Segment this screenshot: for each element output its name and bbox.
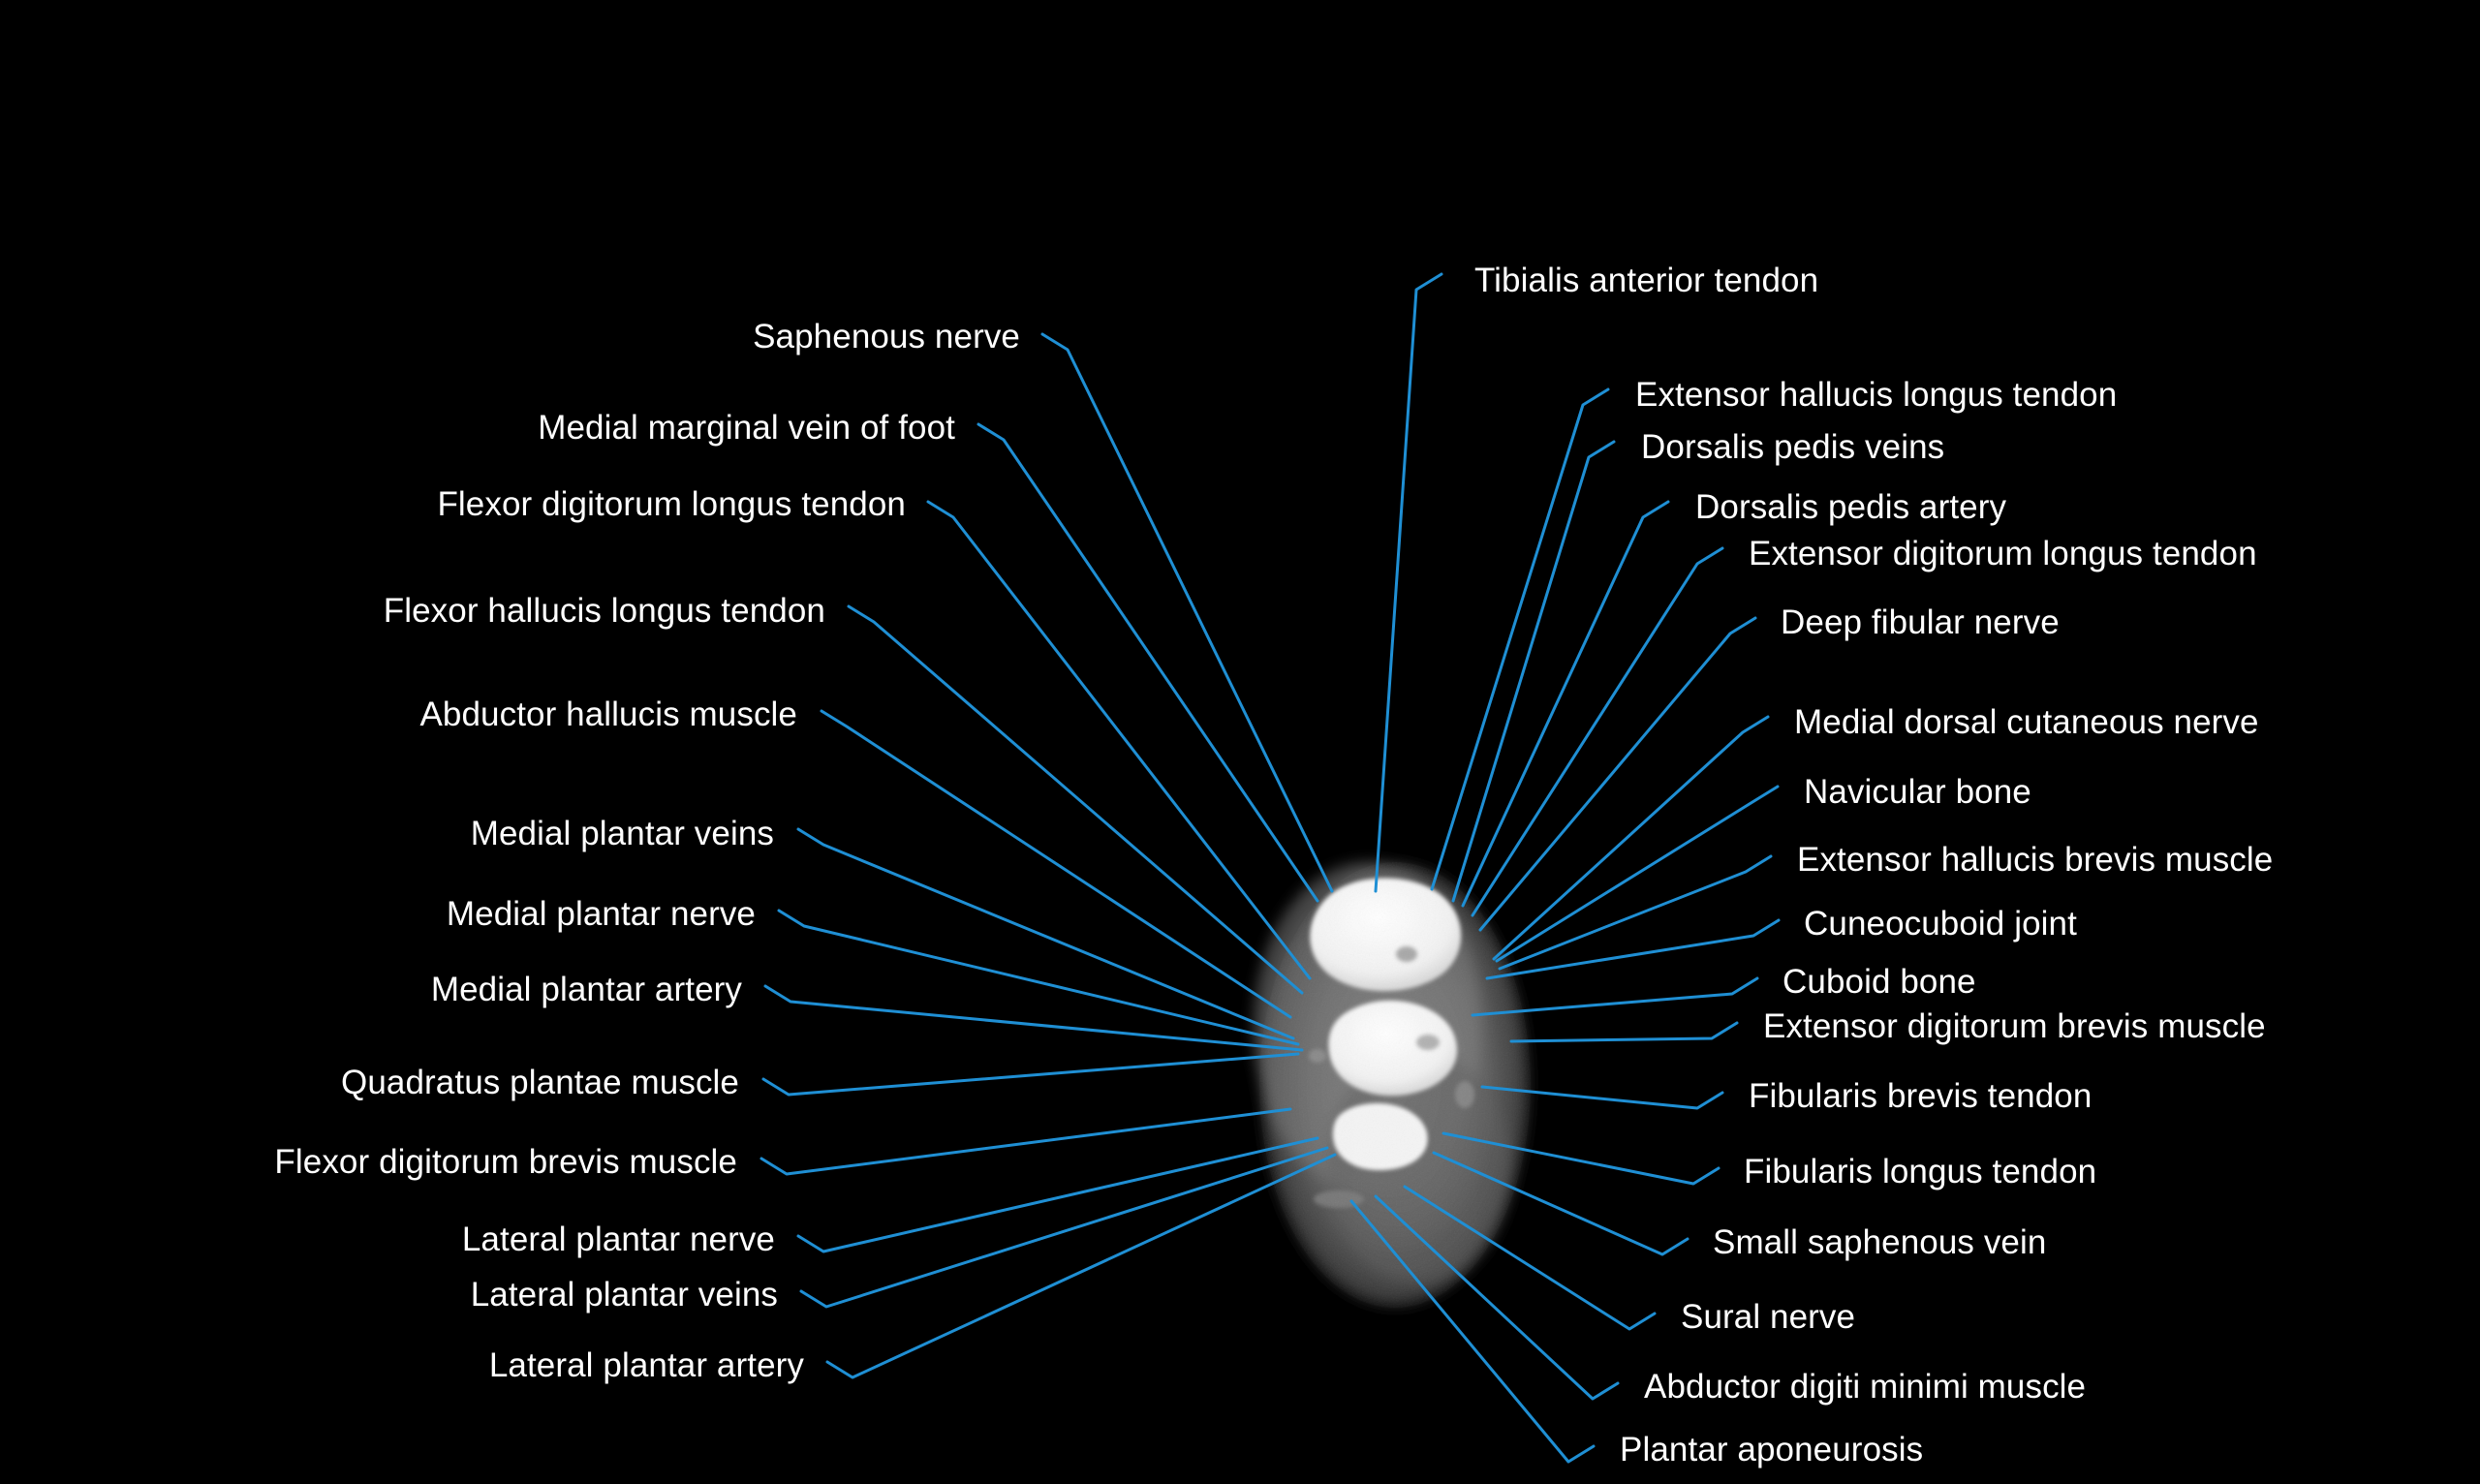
- anatomy-label: Lateral plantar veins: [470, 1276, 778, 1314]
- anatomy-label: Flexor digitorum longus tendon: [437, 485, 906, 523]
- anatomy-label: Fibularis longus tendon: [1744, 1153, 2097, 1190]
- anatomy-label: Fibularis brevis tendon: [1749, 1077, 2092, 1115]
- anatomy-label: Medial plantar veins: [470, 815, 774, 852]
- anatomy-label: Flexor hallucis longus tendon: [383, 592, 825, 630]
- anatomy-label: Cuneocuboid joint: [1804, 905, 2077, 943]
- anatomy-label: Medial dorsal cutaneous nerve: [1794, 703, 2259, 741]
- anatomy-label: Navicular bone: [1804, 773, 2031, 811]
- anatomy-label: Plantar aponeurosis: [1620, 1431, 1924, 1469]
- anatomy-label: Quadratus plantae muscle: [341, 1064, 739, 1101]
- anatomy-label: Abductor digiti minimi muscle: [1644, 1368, 2087, 1406]
- anatomy-label: Medial marginal vein of foot: [538, 409, 955, 447]
- anatomy-label: Dorsalis pedis artery: [1695, 488, 2007, 526]
- anatomy-label: Tibialis anterior tendon: [1474, 262, 1819, 299]
- anatomy-label: Sural nerve: [1681, 1298, 1856, 1336]
- anatomy-label: Medial plantar nerve: [446, 895, 756, 933]
- anatomy-label: Extensor digitorum longus tendon: [1749, 535, 2257, 572]
- anatomy-label: Abductor hallucis muscle: [419, 696, 797, 733]
- anatomy-label: Deep fibular nerve: [1781, 603, 2060, 641]
- anatomy-label: Saphenous nerve: [753, 318, 1020, 356]
- anatomy-label: Lateral plantar nerve: [461, 1221, 775, 1258]
- anatomy-label: Extensor digitorum brevis muscle: [1763, 1007, 2266, 1045]
- anatomy-label: Small saphenous vein: [1713, 1223, 2047, 1261]
- anatomy-label: Flexor digitorum brevis muscle: [274, 1143, 737, 1181]
- anatomy-label: Dorsalis pedis veins: [1641, 428, 1945, 466]
- anatomy-label: Lateral plantar artery: [488, 1346, 804, 1384]
- anatomy-label: Extensor hallucis brevis muscle: [1797, 841, 2274, 879]
- anatomy-label: Cuboid bone: [1782, 963, 1976, 1001]
- anatomy-label: Medial plantar artery: [430, 971, 742, 1008]
- anatomy-label: Extensor hallucis longus tendon: [1635, 376, 2118, 414]
